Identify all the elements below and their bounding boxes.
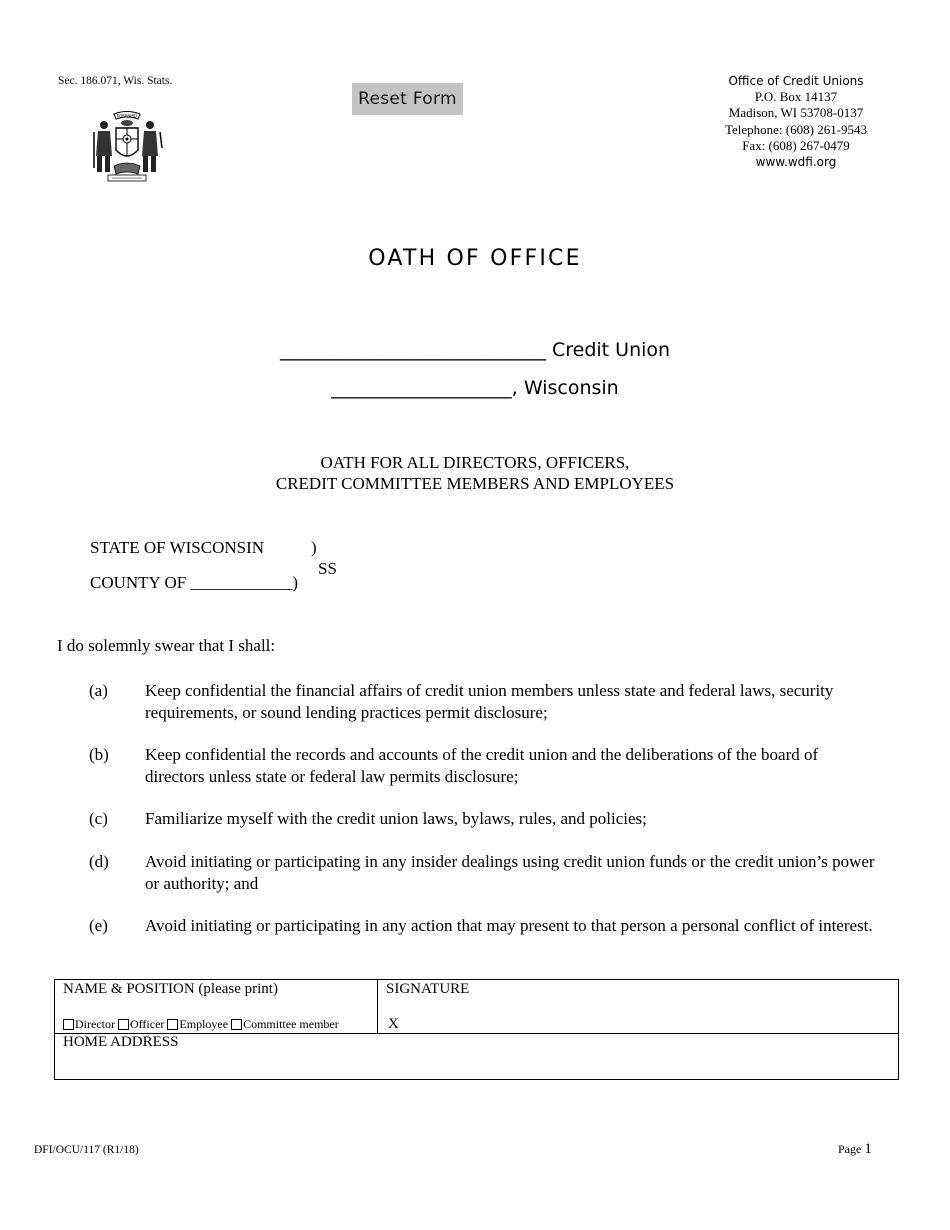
- oath-item-text: Keep confidential the financial affairs of credit union members unless state and federal laws, security requirements, or sound lending practices permit disclosure;: [145, 681, 834, 722]
- seal-motto: FORWARD: [116, 113, 138, 119]
- office-telephone: Telephone: (608) 261-9543: [724, 121, 868, 137]
- page-indicator: [838, 1141, 872, 1158]
- oath-item-label: (e): [89, 916, 108, 935]
- oath-intro: I do solemnly swear that I shall:: [57, 636, 276, 655]
- page-number: 1: [864, 1141, 872, 1157]
- officer-checkbox[interactable]: [118, 1019, 129, 1030]
- office-fax: Fax: (608) 267-0479: [742, 137, 850, 153]
- oath-heading-line1: OATH FOR ALL DIRECTORS, OFFICERS,: [320, 453, 630, 472]
- table-divider: [377, 980, 378, 1033]
- oath-item-text: Avoid initiating or participating in any insider dealings using credit union funds or the credit union’s power or authority; and: [145, 852, 875, 893]
- oath-item: [89, 680, 879, 723]
- position-checkbox-group: [63, 1017, 339, 1032]
- name-position-field[interactable]: NAME & POSITION (please print): [63, 981, 278, 997]
- oath-item-text: Familiarize myself with the credit union laws, bylaws, rules, and policies;: [145, 809, 647, 828]
- oath-item-label: (b): [89, 745, 109, 764]
- credit-union-name-line[interactable]: ____________________________ Credit Union: [279, 339, 671, 361]
- venue-ss: SS: [318, 559, 337, 578]
- city-wisconsin-line[interactable]: ___________________, Wisconsin: [331, 377, 619, 399]
- director-checkbox-label: Director: [75, 1017, 115, 1031]
- officer-checkbox-label: Officer: [129, 1017, 165, 1031]
- office-po-box: P.O. Box 14137: [754, 89, 838, 105]
- director-checkbox[interactable]: [63, 1019, 74, 1030]
- oath-item-label: (d): [89, 852, 109, 871]
- page-title: OATH OF OFFICE: [368, 246, 582, 271]
- signature-field[interactable]: SIGNATURE: [386, 981, 470, 997]
- table-divider: [55, 1033, 898, 1034]
- committee-member-checkbox-label: Committee member: [243, 1017, 339, 1031]
- employee-checkbox[interactable]: [167, 1019, 178, 1030]
- oath-item-text: Avoid initiating or participating in any action that may present to that person a personal conflict of interest.: [145, 916, 873, 935]
- oath-item-text: Keep confidential the records and accounts of the credit union and the deliberations of the board of directors unless state or federal law permits disclosure;: [145, 745, 819, 786]
- oath-item: [89, 915, 879, 937]
- employee-checkbox-label: Employee: [179, 1017, 229, 1031]
- oath-item: [89, 744, 879, 787]
- home-address-field[interactable]: HOME ADDRESS: [63, 1034, 179, 1050]
- office-name: Office of Credit Unions: [728, 74, 864, 88]
- statute-reference: Sec. 186.071, Wis. Stats.: [58, 75, 173, 87]
- office-website: www.wdfi.org: [755, 155, 837, 170]
- oath-item-label: (c): [89, 809, 108, 828]
- oath-heading: [0, 452, 950, 494]
- signature-mark: X: [388, 1016, 399, 1032]
- oath-item: [89, 808, 879, 830]
- committee-member-checkbox[interactable]: [231, 1019, 242, 1030]
- office-city: Madison, WI 53708-0137: [728, 105, 864, 121]
- office-address-block: [700, 73, 892, 170]
- page-label: Page: [838, 1142, 862, 1156]
- form-number: DFI/OCU/117 (R1/18): [34, 1144, 139, 1156]
- venue-state: STATE OF WISCONSIN: [90, 538, 265, 557]
- oath-item-label: (a): [89, 681, 108, 700]
- venue-county-field[interactable]: COUNTY OF ____________): [90, 573, 299, 592]
- wisconsin-seal-icon: [86, 108, 168, 184]
- oath-item: [89, 851, 879, 894]
- reset-form-button[interactable]: Reset Form: [352, 83, 463, 115]
- venue-paren: ): [311, 538, 317, 557]
- oath-heading-line2: CREDIT COMMITTEE MEMBERS AND EMPLOYEES: [275, 474, 675, 493]
- signature-table: [54, 979, 899, 1080]
